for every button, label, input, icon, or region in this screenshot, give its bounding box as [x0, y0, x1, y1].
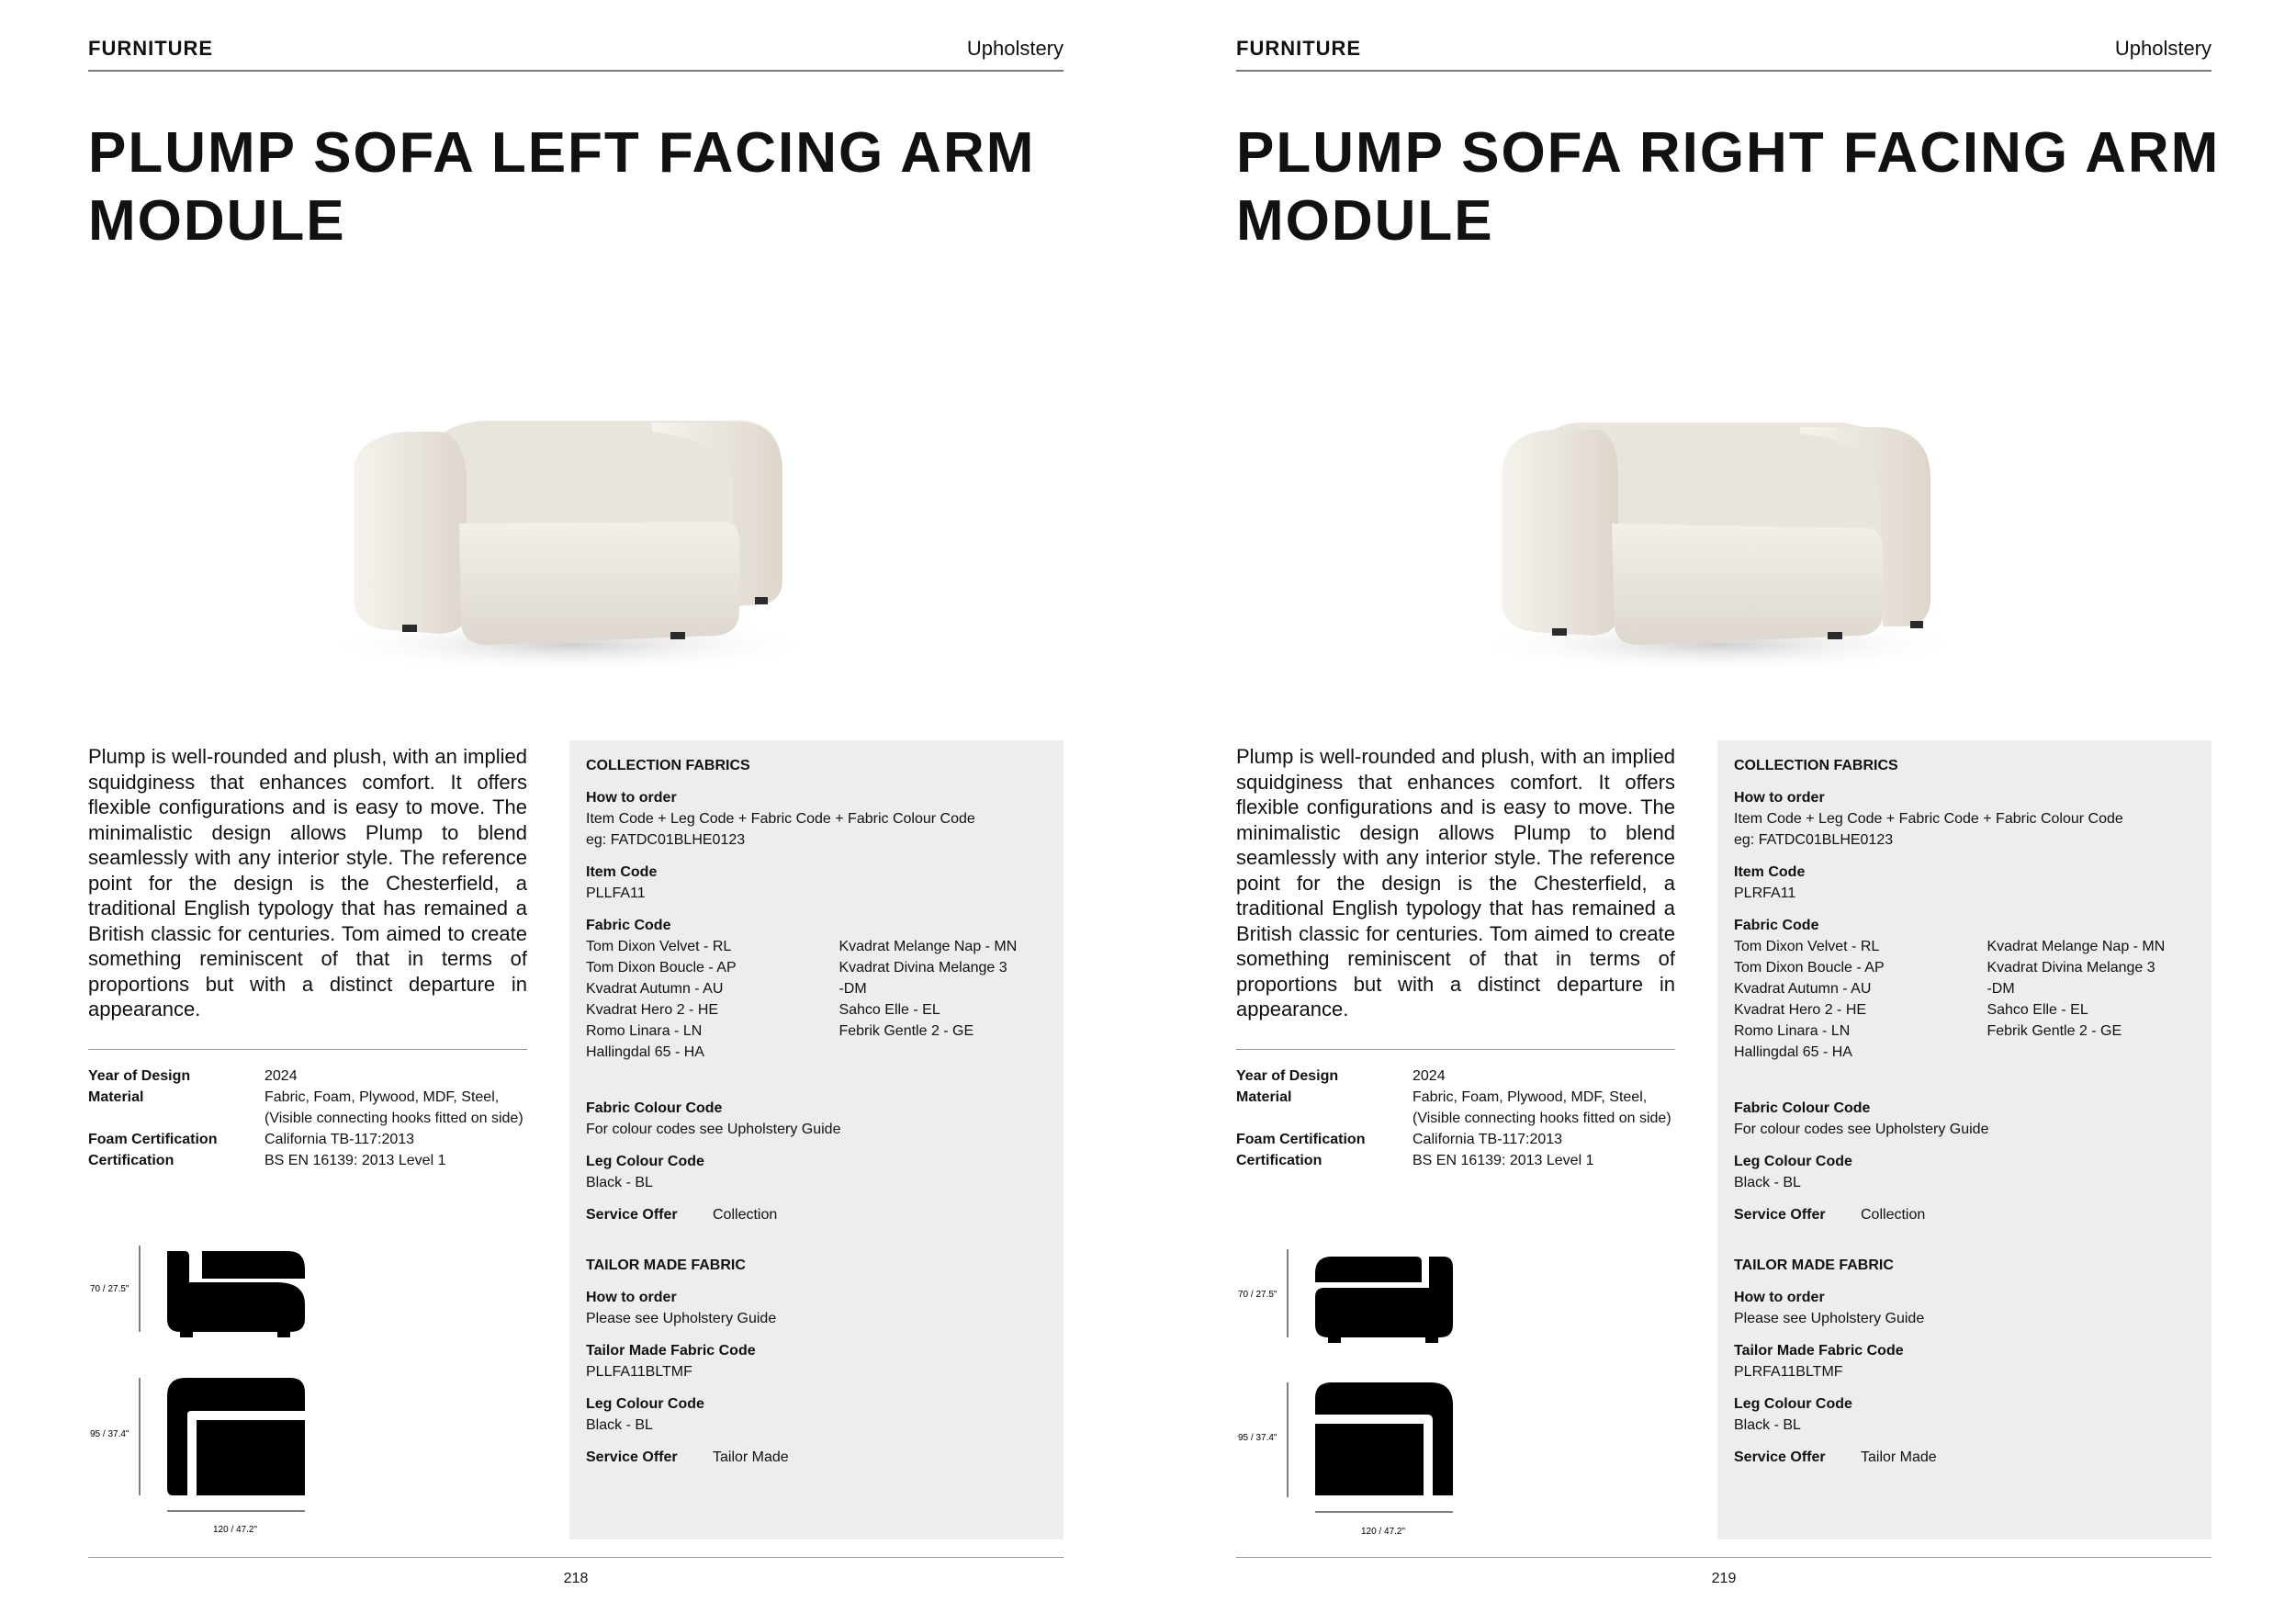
tm-service-label: Service Offer: [1734, 1449, 1826, 1465]
page-number: 219: [1711, 1571, 1737, 1586]
spec-label: Year of Design: [1236, 1068, 1339, 1084]
spec-value: Fabric, Foam, Plywood, MDF, Steel, (Visible connecting hooks fitted on side): [1412, 1089, 1671, 1126]
leg-colour-block: [1734, 1151, 2198, 1193]
page-header: [88, 35, 1064, 72]
item-code: PLLFA11: [586, 885, 646, 901]
footer-divider: [1236, 1557, 2212, 1558]
fabric-item: Romo Linara - LN: [586, 1023, 703, 1039]
ordering-panel: [569, 740, 1064, 1539]
depth-label: 95 / 37.4": [1238, 1433, 1277, 1443]
fabric-code-block: [1734, 915, 2198, 1063]
section-label: FURNITURE: [88, 37, 214, 60]
fabric-colour-block: [1734, 1098, 2198, 1140]
spec-label: Foam Certification: [1236, 1132, 1366, 1147]
item-code-block: [1734, 862, 2198, 904]
service-offer: [1734, 1204, 2198, 1225]
fabric-item: Hallingdal 65 - HA: [586, 1044, 704, 1060]
fabric-colour-text: For colour codes see Upholstery Guide: [1734, 1122, 1989, 1137]
tm-how-label: How to order: [586, 1290, 677, 1305]
tm-how-to-order: [586, 1287, 1050, 1329]
page-right: [1148, 0, 2296, 1624]
product-photo-right-arm: [1451, 404, 1965, 680]
fabric-item: Romo Linara - LN: [1734, 1023, 1851, 1039]
spec-table: [1236, 1066, 1677, 1171]
fabric-colour-label: Fabric Colour Code: [1734, 1100, 1871, 1116]
spec-label: Material: [1236, 1089, 1292, 1105]
fabric-code-block: [586, 915, 1050, 1063]
spec-value: 2024: [1412, 1068, 1446, 1084]
product-description: Plump is well-rounded and plush, with an implied squidginess that enhances comfort. It offers flexible configurations and is easy to move. The minimalistic design allows Plump to blend seamlessly with any interior style. The reference point for the design is the Chesterfield, a traditional English typology that has remained a British classic for centuries. Tom aimed to create something reminiscent of that in terms of proportions but with a distinct departure in appearance.: [1236, 745, 1675, 1021]
service-offer-label: Service Offer: [586, 1207, 678, 1223]
height-label: 70 / 27.5": [90, 1284, 129, 1294]
how-to-order-example: eg: FATDC01BLHE0123: [1734, 832, 1894, 848]
spec-row: [1236, 1087, 1677, 1129]
title-line-1: PLUMP SOFA LEFT FACING ARM: [88, 121, 1036, 185]
fabric-item: Febrik Gentle 2 - GE: [1986, 1023, 2122, 1039]
tm-service-value: Tailor Made: [713, 1449, 789, 1465]
ordering-panel: [1717, 740, 2212, 1539]
spec-label: Material: [88, 1089, 144, 1105]
leg-colour: Black - BL: [586, 1175, 653, 1190]
fabric-list-col-2: [1986, 936, 2198, 1063]
service-offer-label: Service Offer: [1734, 1207, 1826, 1223]
dimension-diagram: [1236, 1240, 1512, 1552]
spec-row: [1236, 1150, 1677, 1171]
tm-leg-block: [1734, 1393, 2198, 1436]
leg-colour-label: Leg Colour Code: [586, 1154, 704, 1169]
fabric-item: Kvadrat Autumn - AU: [586, 981, 724, 997]
tm-how-to-order: [1734, 1287, 2198, 1329]
leg-colour: Black - BL: [1734, 1175, 1801, 1190]
spec-label: Certification: [1236, 1153, 1322, 1168]
service-offer: [586, 1204, 1050, 1225]
fabric-item: -DM: [1986, 981, 2015, 997]
depth-label: 95 / 37.4": [90, 1429, 129, 1439]
spec-value: BS EN 16139: 2013 Level 1: [264, 1153, 446, 1168]
how-to-order: [1734, 787, 2198, 851]
fabric-colour-label: Fabric Colour Code: [586, 1100, 723, 1116]
spec-row: [88, 1150, 529, 1171]
collection-fabrics-heading: COLLECTION FABRICS: [586, 758, 750, 773]
fabric-item: Kvadrat Divina Melange 3: [838, 960, 1007, 976]
fabric-item: Kvadrat Melange Nap - MN: [838, 939, 1018, 954]
tailor-made-heading: TAILOR MADE FABRIC: [586, 1257, 746, 1273]
fabric-item: Hallingdal 65 - HA: [1734, 1044, 1852, 1060]
fabric-item: Sahco Elle - EL: [1986, 1002, 2088, 1018]
spec-value: Fabric, Foam, Plywood, MDF, Steel, (Visible connecting hooks fitted on side): [264, 1089, 523, 1126]
divider: [88, 1049, 527, 1050]
tm-how-text: Please see Upholstery Guide: [1734, 1311, 1925, 1326]
fabric-item: -DM: [838, 981, 867, 997]
category-label: Upholstery: [2114, 37, 2212, 60]
product-photo-left-arm: [303, 404, 817, 680]
tm-leg: Black - BL: [1734, 1417, 1801, 1433]
spec-row: [1236, 1066, 1677, 1087]
width-label: 120 / 47.2": [213, 1525, 258, 1535]
title-line-2: MODULE: [1236, 189, 1494, 253]
tm-leg-label: Leg Colour Code: [1734, 1396, 1852, 1412]
spec-value: California TB-117:2013: [264, 1132, 415, 1147]
spec-value: 2024: [264, 1068, 298, 1084]
spec-label: Year of Design: [88, 1068, 191, 1084]
tm-leg-label: Leg Colour Code: [586, 1396, 704, 1412]
fabric-item: Kvadrat Hero 2 - HE: [586, 1002, 719, 1018]
fabric-item: Tom Dixon Velvet - RL: [1734, 939, 1880, 954]
tm-code-label: Tailor Made Fabric Code: [586, 1343, 756, 1359]
fabric-item: Sahco Elle - EL: [838, 1002, 940, 1018]
fabric-item: Kvadrat Melange Nap - MN: [1986, 939, 2166, 954]
plan-view-icon: [167, 1378, 305, 1495]
title-line-1: PLUMP SOFA RIGHT FACING ARM: [1236, 121, 2221, 185]
tm-leg: Black - BL: [586, 1417, 653, 1433]
spec-value: BS EN 16139: 2013 Level 1: [1412, 1153, 1594, 1168]
tm-leg-block: [586, 1393, 1050, 1436]
service-offer-value: Collection: [713, 1207, 778, 1223]
fabric-colour-block: [586, 1098, 1050, 1140]
width-label: 120 / 47.2": [1361, 1527, 1406, 1537]
fabric-item: Kvadrat Autumn - AU: [1734, 981, 1872, 997]
title-line-2: MODULE: [88, 189, 346, 253]
tm-code: PLRFA11BLTMF: [1734, 1364, 1843, 1380]
tm-service-offer: [1734, 1447, 2198, 1468]
service-offer-value: Collection: [1861, 1207, 1926, 1223]
how-to-order-label: How to order: [1734, 790, 1825, 806]
fabric-item: Tom Dixon Boucle - AP: [586, 960, 737, 976]
section-label: FURNITURE: [1236, 37, 1362, 60]
spec-value: California TB-117:2013: [1412, 1132, 1563, 1147]
spec-table: [88, 1066, 529, 1171]
tm-code-block: [586, 1340, 1050, 1382]
how-to-order-formula: Item Code + Leg Code + Fabric Code + Fabric Colour Code: [1734, 811, 2123, 827]
item-code-label: Item Code: [586, 864, 658, 880]
spec-label: Certification: [88, 1153, 174, 1168]
fabric-item: Kvadrat Hero 2 - HE: [1734, 1002, 1867, 1018]
tm-service-label: Service Offer: [586, 1449, 678, 1465]
tm-service-offer: [586, 1447, 1050, 1468]
fabric-list-col-1: [1734, 936, 1986, 1063]
fabric-item: Tom Dixon Boucle - AP: [1734, 960, 1885, 976]
tm-code: PLLFA11BLTMF: [586, 1364, 692, 1380]
fabric-code-label: Fabric Code: [1734, 918, 1819, 933]
spec-row: [88, 1087, 529, 1129]
fabric-item: Kvadrat Divina Melange 3: [1986, 960, 2155, 976]
fabric-item: Febrik Gentle 2 - GE: [838, 1023, 974, 1039]
footer-divider: [88, 1557, 1064, 1558]
fabric-list-col-1: [586, 936, 838, 1063]
how-to-order-label: How to order: [586, 790, 677, 806]
item-code-block: [586, 862, 1050, 904]
how-to-order-formula: Item Code + Leg Code + Fabric Code + Fabric Colour Code: [586, 811, 975, 827]
how-to-order-example: eg: FATDC01BLHE0123: [586, 832, 746, 848]
tm-how-text: Please see Upholstery Guide: [586, 1311, 777, 1326]
item-code-label: Item Code: [1734, 864, 1806, 880]
tailor-made-heading: TAILOR MADE FABRIC: [1734, 1257, 1894, 1273]
front-elevation-icon: [167, 1251, 305, 1332]
tm-code-block: [1734, 1340, 2198, 1382]
divider: [1236, 1049, 1675, 1050]
tm-service-value: Tailor Made: [1861, 1449, 1937, 1465]
item-code: PLRFA11: [1734, 885, 1796, 901]
spec-row: [88, 1066, 529, 1087]
spec-row: [1236, 1129, 1677, 1150]
spec-row: [88, 1129, 529, 1150]
page-number: 218: [563, 1571, 589, 1586]
category-label: Upholstery: [966, 37, 1064, 60]
height-label: 70 / 27.5": [1238, 1290, 1277, 1300]
page-header: [1236, 35, 2212, 72]
collection-fabrics-heading: COLLECTION FABRICS: [1734, 758, 1898, 773]
front-elevation-icon: [1315, 1257, 1453, 1337]
fabric-list-col-2: [838, 936, 1050, 1063]
leg-colour-block: [586, 1151, 1050, 1193]
fabric-item: Tom Dixon Velvet - RL: [586, 939, 732, 954]
fabric-code-label: Fabric Code: [586, 918, 671, 933]
product-description: Plump is well-rounded and plush, with an implied squidginess that enhances comfort. It offers flexible configurations and is easy to move. The minimalistic design allows Plump to blend seamlessly with any interior style. The reference point for the design is the Chesterfield, a traditional English typology that has remained a British classic for centuries. Tom aimed to create something reminiscent of that in terms of proportions but with a distinct departure in appearance.: [88, 745, 527, 1021]
dimension-diagram: [88, 1240, 364, 1552]
tm-how-label: How to order: [1734, 1290, 1825, 1305]
leg-colour-label: Leg Colour Code: [1734, 1154, 1852, 1169]
plan-view-icon: [1315, 1382, 1453, 1495]
product-title: [88, 119, 1080, 255]
spec-label: Foam Certification: [88, 1132, 218, 1147]
how-to-order: [586, 787, 1050, 851]
tm-code-label: Tailor Made Fabric Code: [1734, 1343, 1904, 1359]
product-title: [1236, 119, 2228, 255]
fabric-colour-text: For colour codes see Upholstery Guide: [586, 1122, 841, 1137]
